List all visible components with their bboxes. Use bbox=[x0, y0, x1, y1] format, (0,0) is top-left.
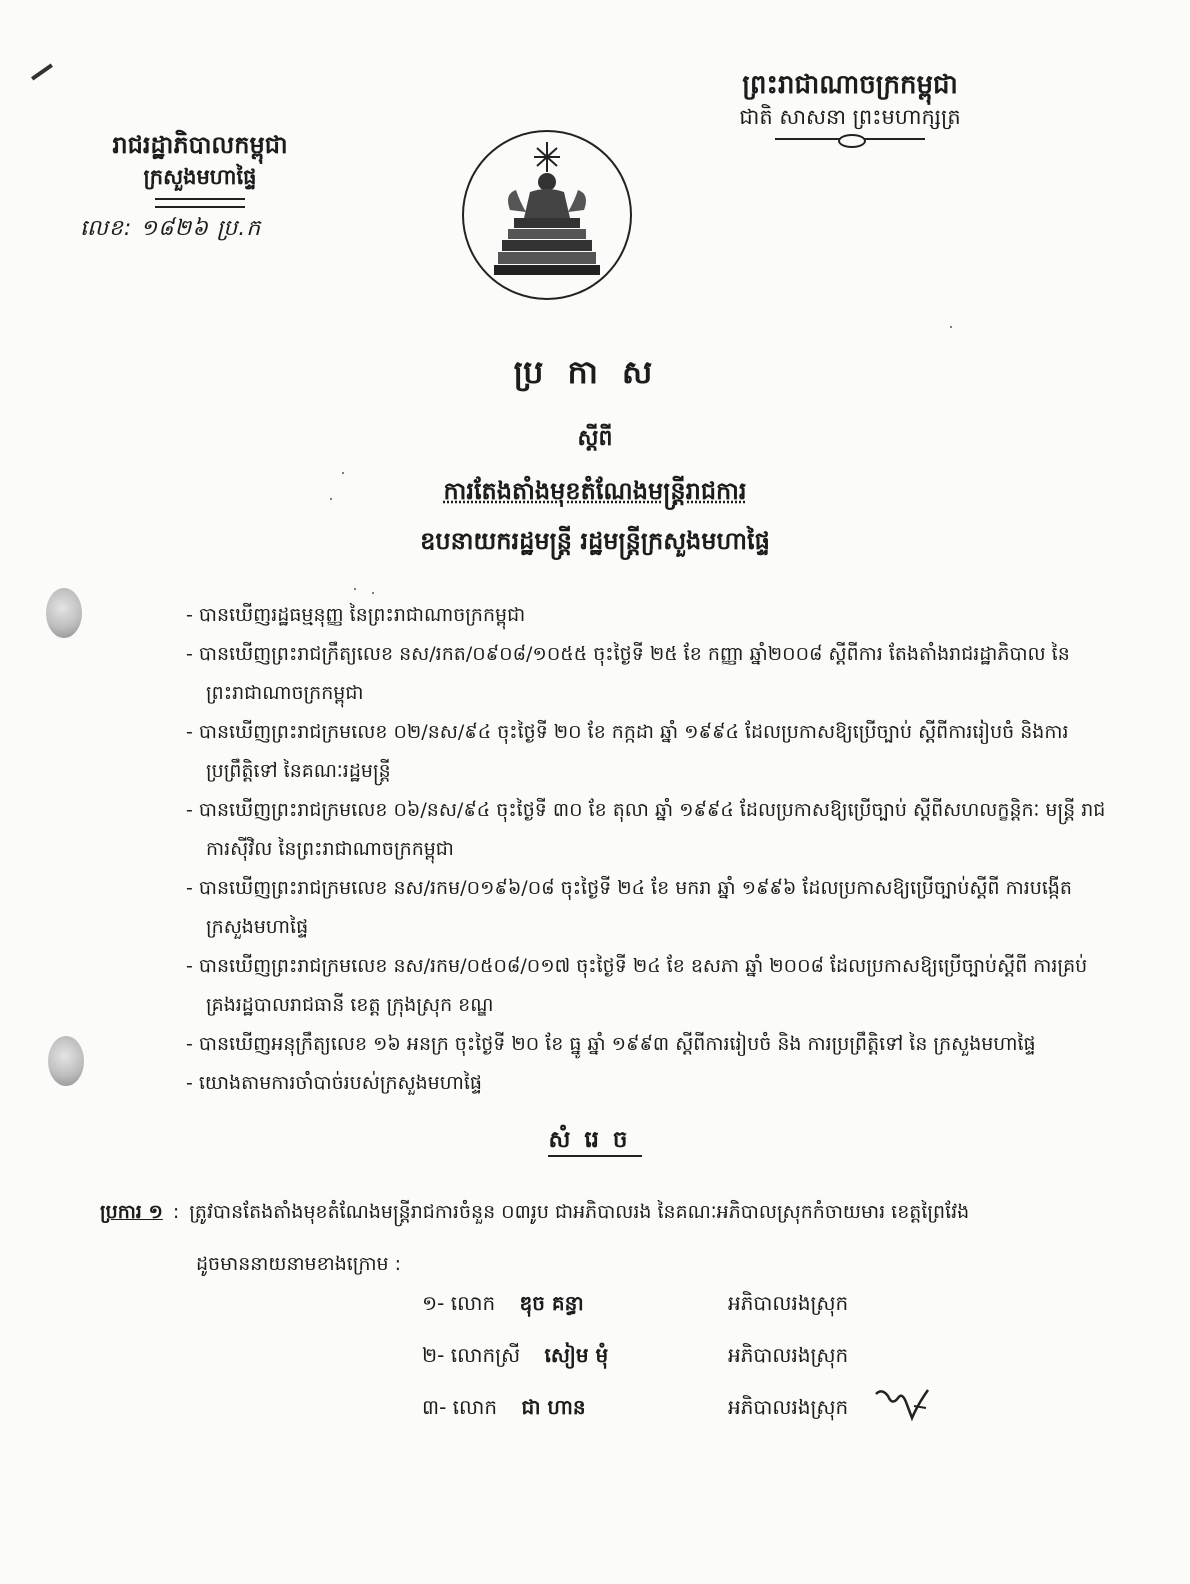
appointee-name: ជា ហាន bbox=[521, 1395, 586, 1419]
appointee-position: អភិបាលរងស្រុក bbox=[728, 1343, 849, 1367]
legal-basis-item: - បានឃើញព្រះរាជក្រឹត្យលេខ នស/រកត/០៩០៨/១០៥៥ ចុះថ្ងៃទី ២៥ ខែ កញ្ញា ឆ្នាំ២០០៨ ស្តីពីការ តែងតាំងរាជរដ្ឋាភិបាល នៃព្រះរាជាណាចក្រកម្ពុជា bbox=[186, 635, 1106, 713]
decision-heading-text: សំរេច bbox=[548, 1127, 641, 1157]
article-1-continuation: ដូចមាននាយនាមខាងក្រោម : bbox=[196, 1253, 402, 1275]
appointee-title: លោកស្រី bbox=[450, 1343, 521, 1367]
ministry-name: ក្រសួងមហាផ្ទៃ bbox=[143, 165, 257, 189]
legal-basis-item: - បានឃើញព្រះរាជក្រមលេខ នស/រកម/០១៩៦/០៨ ចុះថ្ងៃទី ២៤ ខែ មករា ឆ្នាំ ១៩៩៦ ដែលប្រកាសឱ្យប្រើច្បាប់ស្តីពី ការបង្កើតក្រសួងមហាផ្ទៃ bbox=[186, 869, 1106, 947]
motto-ornament bbox=[775, 138, 925, 140]
government-name: រាជរដ្ឋាភិបាលកម្ពុជា bbox=[112, 131, 288, 159]
article-1-label: ប្រការ ១ bbox=[100, 1201, 163, 1223]
prakas-title: ប្រកាស bbox=[513, 353, 677, 391]
document-number-value: ១៨២៦ ប្រ.ក bbox=[140, 216, 262, 241]
document-number bbox=[80, 212, 320, 246]
appointee-row bbox=[422, 1290, 1022, 1342]
punch-hole bbox=[46, 588, 82, 638]
article-1-text: ត្រូវបានតែងតាំងមុខតំណែងមន្ត្រីរាជការចំនួន ០៣រូប ជាអភិបាលរង នៃគណៈអភិបាលស្រុកកំចាយមារ ខេត្តព្រៃវែង bbox=[189, 1201, 970, 1223]
appointee-name: ឌុច គន្ធា bbox=[519, 1291, 584, 1315]
kingdom-name: ព្រះរាជាណាចក្រកម្ពុជា bbox=[742, 70, 958, 100]
appointee-index: ៣- bbox=[422, 1395, 447, 1419]
appointee-name: សៀម មុំ bbox=[544, 1343, 609, 1367]
decision-heading bbox=[0, 1126, 1190, 1159]
appointee-title: លោក bbox=[450, 1291, 496, 1315]
kingdom-header bbox=[700, 68, 1000, 140]
legal-basis-item: - បានឃើញព្រះរាជក្រមលេខ នស/រកម/០៥០៨/០១៧ ចុះថ្ងៃទី ២៤ ខែ ឧសភា ឆ្នាំ ២០០៨ ដែលប្រកាសឱ្យប្រើច្បាប់ស្តីពី ការគ្រប់គ្រងរដ្ឋបាលរាជធានី ខេត្ត ក្រុងស្រុក ខណ្ឌ bbox=[186, 947, 1106, 1025]
document-number-label: លេខ: bbox=[80, 216, 133, 241]
legal-basis-list bbox=[186, 596, 1106, 1103]
legal-basis-item: - បានឃើញអនុក្រឹត្យលេខ ១៦ អនក្រ ចុះថ្ងៃទី ២០ ខែ ធ្នូ ឆ្នាំ ១៩៩៣ ស្តីពីការរៀបចំ និង ការប្រព្រឹត្តិទៅ នៃ ក្រសួងមហាផ្ទៃ bbox=[186, 1025, 1106, 1064]
national-motto: ជាតិ សាសនា ព្រះមហាក្សត្រ bbox=[739, 105, 961, 129]
appointee-title: លោក bbox=[452, 1395, 498, 1419]
appointee-index: ២- bbox=[422, 1343, 445, 1367]
issuer-title: ឧបនាយករដ្ឋមន្ត្រី រដ្ឋមន្ត្រីក្រសួងមហាផ្ទៃ bbox=[420, 527, 770, 555]
scan-speck bbox=[372, 592, 374, 594]
ministry-header bbox=[80, 128, 320, 246]
legal-basis-item: - បានឃើញរដ្ឋធម្មនុញ្ញ នៃព្រះរាជាណាចក្រកម្ពុជា bbox=[186, 596, 1106, 635]
appointee-position: អភិបាលរងស្រុក bbox=[728, 1291, 849, 1315]
seal-emblem-icon bbox=[464, 132, 630, 298]
handwritten-initial-icon bbox=[872, 1384, 942, 1424]
scan-speck bbox=[342, 472, 344, 474]
legal-basis-item: - យោងតាមការចាំបាច់របស់ក្រសួងមហាផ្ទៃ bbox=[186, 1064, 1106, 1103]
scan-speck bbox=[354, 588, 356, 590]
concerning-label: ស្តីពី bbox=[577, 426, 613, 451]
pen-mark bbox=[31, 63, 53, 80]
appointee-position: អភិបាលរងស្រុក bbox=[728, 1395, 849, 1419]
ministry-seal bbox=[462, 130, 632, 300]
subject-title: ការតែងតាំងមុខតំណែងមន្ត្រីរាជការ bbox=[443, 477, 747, 505]
scan-speck bbox=[950, 326, 952, 328]
ministry-ornament bbox=[155, 198, 245, 208]
legal-basis-item: - បានឃើញព្រះរាជក្រមលេខ ០២/នស/៩៤ ចុះថ្ងៃទី ២០ ខែ កក្កដា ឆ្នាំ ១៩៩៤ ដែលប្រកាសឱ្យប្រើច្បាប់ ស្តីពីការរៀបចំ និងការប្រព្រឹត្តិទៅ នៃគណៈរដ្ឋមន្ត្រី bbox=[186, 713, 1106, 791]
appointee-index: ១- bbox=[422, 1291, 445, 1315]
article-1: ប្រការ ១ : ត្រូវបានតែងតាំងមុខតំណែងមន្ត្រីរាជការចំនួន ០៣រូប ជាអភិបាលរង នៃគណៈអភិបាលស្រុកកំចាយមារ ខេត្តព្រៃវែង ដូចមាននាយនាមខាងក្រោម : bbox=[100, 1186, 1110, 1290]
legal-basis-item: - បានឃើញព្រះរាជក្រមលេខ ០៦/នស/៩៤ ចុះថ្ងៃទី ៣០ ខែ តុលា ឆ្នាំ ១៩៩៤ ដែលប្រកាសឱ្យប្រើច្បាប់ ស្តីពីសហលក្ខន្តិកៈ មន្ត្រី រាជការស៊ីវិល នៃព្រះរាជាណាចក្រកម្ពុជា bbox=[186, 791, 1106, 869]
punch-hole bbox=[48, 1036, 84, 1086]
